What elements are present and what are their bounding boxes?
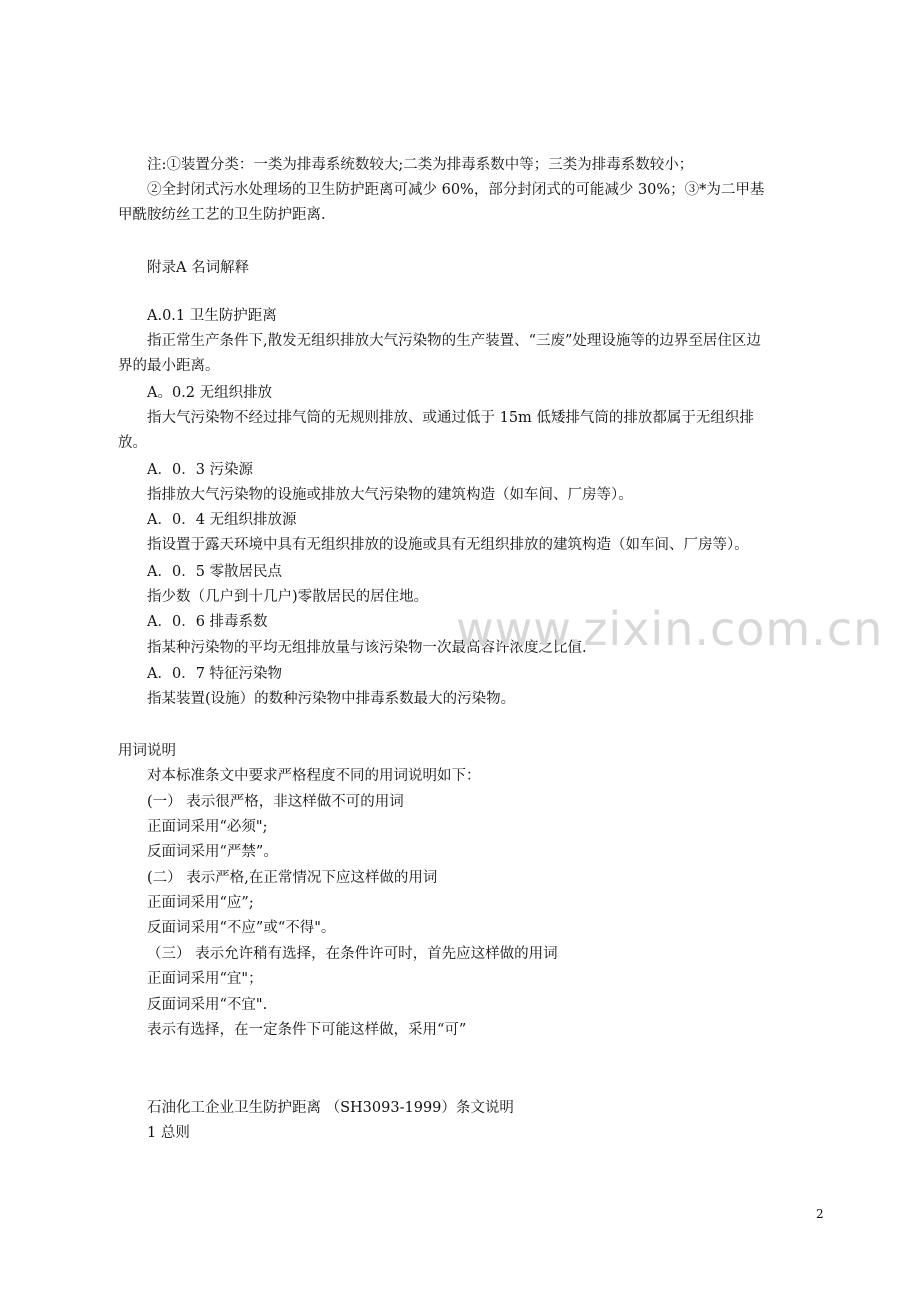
definition-a02-line1: 指大气污染物不经过排气筒的无规则排放、或通过低于 15m 低矮排气筒的排放都属于无组织排	[147, 410, 754, 426]
definition-a03: 指排放大气污染物的设施或排放大气污染物的建筑构造（如车间、厂房等）。	[147, 487, 633, 503]
watermark: www.zixin.com.cn	[456, 602, 884, 656]
usage-heading: 用词说明	[118, 743, 176, 759]
definition-a04: 指设置于露天环境中具有无组织排放的设施或具有无组织排放的建筑构造（如车间、厂房等）。	[147, 537, 749, 553]
definition-a05: 指少数（几户到十几户)零散居民的居住地。	[147, 589, 429, 605]
usage-level-1: (一） 表示很严格，非这样做不可的用词	[147, 794, 404, 810]
usage-level-1-positive: 正面词采用“必须";	[147, 819, 268, 835]
definition-a07: 指某装置(设施）的数种污染物中排毒系数最大的污染物。	[147, 691, 516, 707]
usage-level-3-negative: 反面词采用“不宜".	[147, 997, 268, 1013]
note-line-1: 注:①装置分类：一类为排毒系统数较大;二类为排毒系数中等；三类为排毒系数较小；	[147, 157, 694, 173]
term-a06: A．0．6 排毒系数	[147, 614, 268, 630]
section-title: 石油化工企业卫生防护距离 （SH3093-1999）条文说明	[147, 1100, 514, 1116]
usage-level-2: (二） 表示严格,在正常情况下应这样做的用词	[147, 870, 438, 886]
usage-level-2-negative: 反面词采用“不应”或“不得"。	[147, 920, 336, 936]
usage-optional: 表示有选择，在一定条件下可能这样做，采用“可”	[147, 1022, 467, 1038]
note-line-3: 甲酰胺纺丝工艺的卫生防护距离.	[118, 207, 326, 223]
term-a04: A．0．4 无组织排放源	[147, 512, 297, 528]
term-a02: A。0.2 无组织排放	[147, 385, 273, 401]
definition-a01-line2: 界的最小距离。	[118, 358, 220, 374]
usage-level-3-positive: 正面词采用“宜"；	[147, 971, 263, 987]
term-a05: A．0．5 零散居民点	[147, 564, 283, 580]
term-a01: A.0.1 卫生防护距离	[147, 308, 277, 324]
usage-level-1-negative: 反面词采用“严禁”。	[147, 844, 278, 860]
term-a03: A．0．3 污染源	[147, 462, 254, 478]
definition-a06: 指某种污染物的平均无组排放量与该污染物一次最高容许浓度之比值.	[147, 640, 587, 656]
usage-intro: 对本标准条文中要求严格程度不同的用词说明如下：	[147, 768, 481, 784]
usage-level-2-positive: 正面词采用“应”;	[147, 895, 254, 911]
section-subtitle: 1 总则	[147, 1125, 190, 1141]
page-number: 2	[816, 1207, 824, 1221]
term-a07: A．0．7 特征污染物	[147, 666, 283, 682]
usage-level-3: （三） 表示允许稍有选择，在条件许可时，首先应这样做的用词	[147, 946, 558, 962]
definition-a02-line2: 放。	[118, 435, 147, 451]
note-line-2: ②全封闭式污水处理场的卫生防护距离可减少 60%，部分封闭式的可能减少 30%；③*为二甲基	[147, 182, 765, 198]
definition-a01-line1: 指正常生产条件下,散发无组织排放大气污染物的生产装置、“三废”处理设施等的边界至居住区边	[147, 333, 761, 349]
appendix-heading: 附录A 名词解释	[147, 260, 250, 276]
